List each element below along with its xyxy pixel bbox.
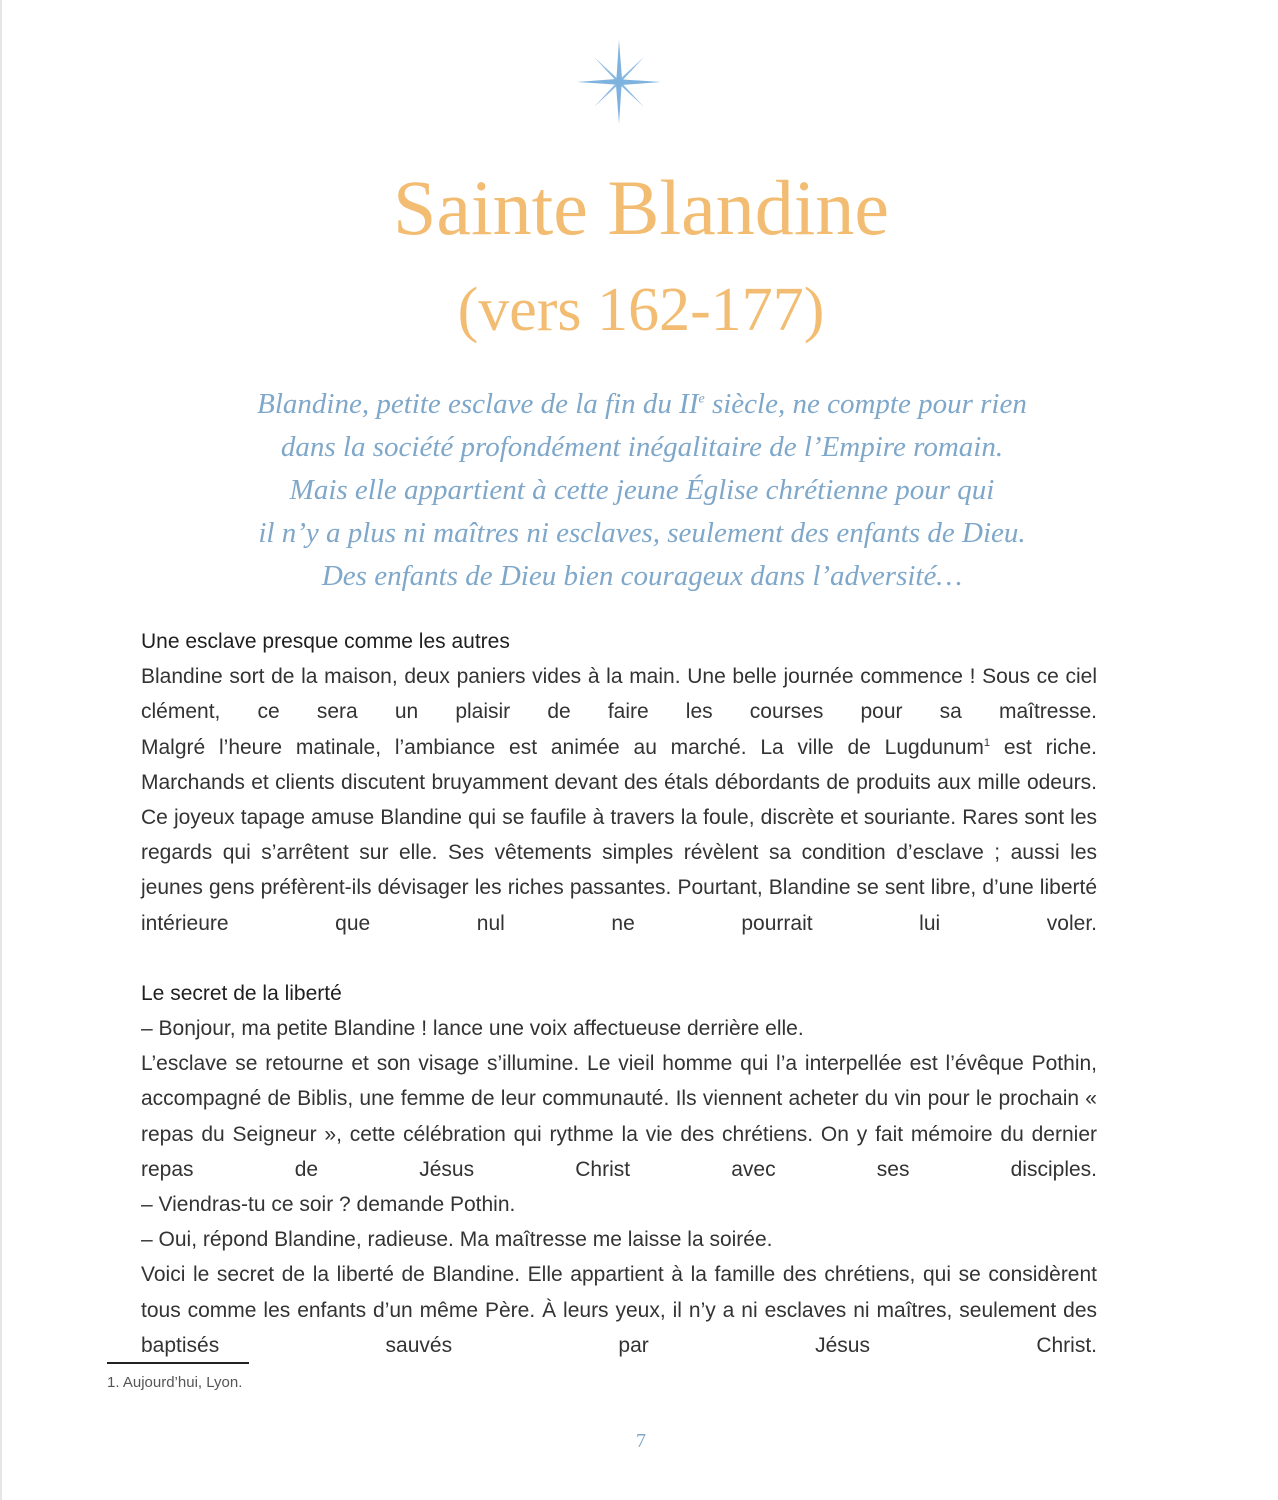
footnote-rule — [107, 1362, 249, 1364]
section-heading: Le secret de la liberté — [141, 981, 342, 1005]
intro-line: Des enfants de Dieu bien courageux dans l’adversité… — [321, 560, 963, 592]
paragraph: Malgré l’heure matinale, l’ambiance est animée au marché. La ville de Lugdunum$^1$ est riche. Marchands et clients discutent bruyamment devant des étals débordants de produits aux mille odeurs. Ce joyeux tapage amuse Blandine qui se faufile à travers la foule, discrète et souriante. Rares sont les regards qui s’arrêtent sur elle. Ses vêtements simples révèlent sa condition d’esclave ; aussi les jeunes gens préfèrent-ils dévisager les riches passantes. Pourtant, Blandine se sent libre, d’une liberté intérieure que nul ne pourrait lui voler. — [141, 735, 1097, 935]
compass-star-icon — [577, 40, 661, 124]
footnote: 1. Aujourd’hui, Lyon. — [107, 1374, 243, 1391]
chapter-title: Sainte Blandine — [392, 164, 890, 251]
body-text — [141, 624, 1097, 1363]
paragraph: L’esclave se retourne et son visage s’illumine. Le vieil homme qui l’a interpellée est l’évêque Pothin, accompagné de Biblis, une femme de leur communauté. Ils viennent acheter du vin pour le prochain « repas du Seigneur », cette célébration qui rythme la vie des chrétiens. On y fait mémoire du dernier repas de Jésus Christ avec ses disciples. — [141, 1052, 1097, 1181]
chapter-dates: (vers 162-177) — [457, 276, 825, 344]
dialogue-line: – Viendras-tu ce soir ? demande Pothin. — [141, 1193, 516, 1217]
dialogue-line: – Bonjour, ma petite Blandine ! lance une voix affectueuse derrière elle. — [141, 1017, 804, 1041]
paragraph: Voici le secret de la liberté de Blandine. Elle appartient à la famille des chrétiens, qui se considèrent tous comme les enfants d’un même Père. À leurs yeux, il n’y a ni esclaves ni maîtres, seulement des baptisés sauvés par Jésus Christ. — [141, 1263, 1097, 1357]
page-number: 7 — [636, 1430, 646, 1452]
intro-paragraph — [152, 383, 1132, 598]
intro-line: dans la société profondément inégalitaire de l’Empire romain. — [280, 431, 1004, 463]
paragraph: Blandine sort de la maison, deux paniers vides à la main. Une belle journée commence ! Sous ce ciel clément, ce sera un plaisir de faire les courses pour sa maîtresse. — [141, 665, 1097, 724]
intro-line: Blandine, petite esclave de la fin du IIe siècle, ne compte pour rien — [257, 388, 1027, 420]
intro-line: Mais elle appartient à cette jeune Église chrétienne pour qui — [289, 474, 995, 506]
footnote-ref: 1 — [983, 736, 991, 749]
intro-line: il n’y a plus ni maîtres ni esclaves, seulement des enfants de Dieu. — [258, 517, 1026, 549]
section-heading: Une esclave presque comme les autres — [141, 630, 510, 653]
dialogue-line: – Oui, répond Blandine, radieuse. Ma maîtresse me laisse la soirée. — [141, 1228, 773, 1252]
